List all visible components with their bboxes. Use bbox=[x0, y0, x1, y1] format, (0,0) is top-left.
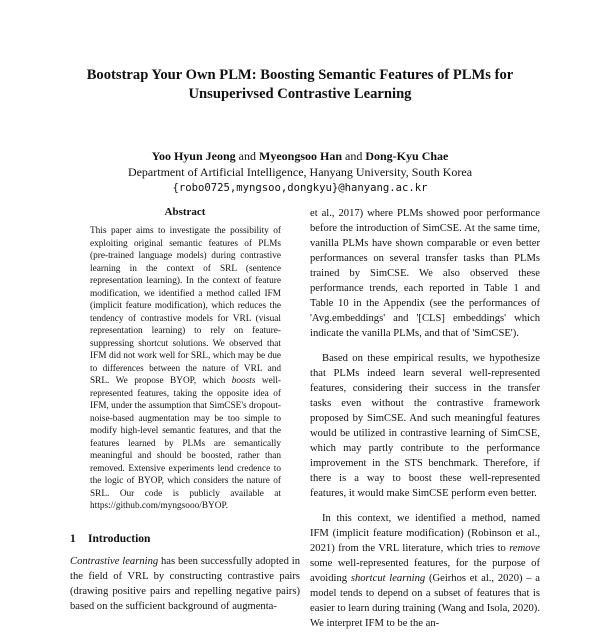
section-heading-introduction bbox=[70, 533, 300, 545]
paper-title bbox=[0, 66, 600, 104]
author-emails: {robo0725,myngsoo,dongkyu}@hanyang.ac.kr bbox=[172, 182, 428, 194]
paragraph-text: some well-represented features, for the purpose of avoiding bbox=[310, 558, 540, 584]
abstract-text-1: This paper aims to investigate the possibility of exploiting original semantic features of PLMs (pre-trained language models) during contrastive learning in the context of SRL (sentence representation learning). In the context of feature modification, we identified a method called IFM (implicit feature modification), which reduces the tendency of contrastive models for VRL (visual representation learning) to rely on feature-suppressing shortcut solutions. We observed that IFM did not work well for SRL, which may be due to differences between the nature of VRL and SRL. We propose BYOP, which bbox=[90, 226, 281, 386]
intro-text: has been successfully adopted in the field of VRL by constructing contrastive pairs (drawing positive pairs and repelling negative pairs) based on the sufficient background of augmenta- bbox=[70, 556, 300, 612]
paragraph-emphasis: remove bbox=[509, 543, 540, 554]
right-column bbox=[310, 206, 540, 641]
author-3: Dong-Kyu Chae bbox=[365, 149, 449, 163]
abstract-text-2: well-represented features, taking the opposite idea of IFM, under the assumption that SimCSE's dropout-noise-based augmentation may be too simple to modify high-level semantic features, and that the features learned by PLMs are semantically meaningful and should be boosted, rather than removed. Extensive experiments lend credence to the logic of BYOP, which considers the nature of SRL. Our code is publicly available at https://github.com/myngsooo/BYOP. bbox=[90, 376, 281, 511]
paragraph: Based on these empirical results, we hypothesize that PLMs indeed learn several well-represented features, considering their success in the transfer tasks even without the contrastive framework proposed by SimCSE. And such meaningful features would be utilized in contrastive learning of SimCSE, which may partly contribute to the performance improvement in the STS benchmark. Therefore, if there is a way to boost these well-represented features, it would make SimCSE perform even better. bbox=[310, 353, 540, 499]
section-title: Introduction bbox=[88, 533, 151, 545]
abstract-heading: Abstract bbox=[164, 206, 206, 218]
title-line-1: Bootstrap Your Own PLM: Boosting Semantic Features of PLMs for bbox=[86, 67, 514, 83]
affiliation: Department of Artificial Intelligence, Hanyang University, South Korea bbox=[127, 165, 473, 179]
abstract-emphasis: boosts bbox=[231, 376, 256, 386]
abstract-body bbox=[90, 225, 281, 513]
paragraph-text: In this context, we identified a method, named IFM (implicit feature modification) (Robinson et al., 2021) from the VRL literature, which tries to bbox=[310, 513, 540, 554]
paragraph-text: (Geirhos et al., 2020) – a model tends to depend on a subset of features that is easier to learn during training (Wang and Isola, 2020). We interpret IFM to be the an- bbox=[310, 573, 541, 629]
author-1: Yoo Hyun Jeong bbox=[151, 149, 236, 163]
paragraph-emphasis: shortcut learning bbox=[350, 573, 426, 584]
introduction-body bbox=[70, 554, 300, 614]
section-number: 1 bbox=[70, 533, 76, 545]
author-conjunction: and bbox=[238, 149, 256, 163]
paragraph: et al., 2017) where PLMs showed poor performance before the introduction of SimCSE. At the same time, vanilla PLMs have shown comparable or even better performances on several transfer tasks than PLMs trained by SimCSE. We also observed these performance trends, each reported in Table 1 and Table 10 in the Appendix (see the performances of 'Avg.embeddings' and '[CLS] embeddings' which indicate the vanilla PLMs, and that of 'SimCSE'). bbox=[310, 208, 540, 339]
intro-emphasis: Contrastive learning bbox=[70, 556, 159, 567]
title-line-2: Unsuperivsed Contrastive Learning bbox=[188, 86, 412, 102]
author-list bbox=[0, 148, 600, 164]
author-conjunction: and bbox=[345, 149, 363, 163]
author-2: Myeongsoo Han bbox=[259, 149, 343, 163]
paragraph bbox=[310, 511, 540, 631]
